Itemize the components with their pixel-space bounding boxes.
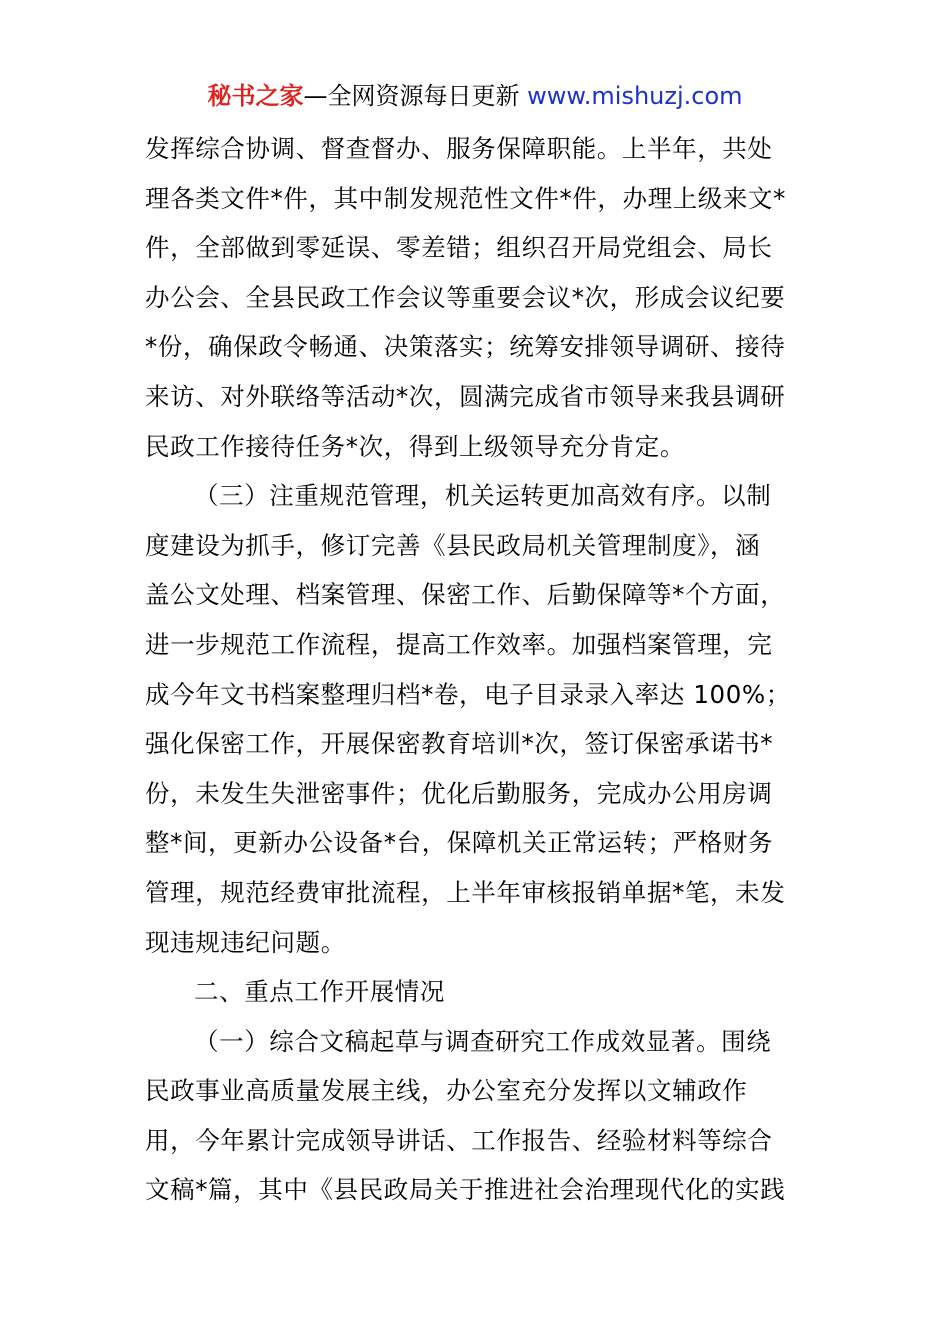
text-line: *份，确保政令畅通、决策落实；统筹安排领导调研、接待: [145, 332, 786, 362]
text-line: 盖公文处理、档案管理、保密工作、后勤保障等*个方面，: [145, 580, 786, 610]
text-line: 份，未发生失泄密事件；优化后勤服务，完成办公用房调: [145, 778, 773, 808]
text-line: 用，今年累计完成领导讲话、工作报告、经验材料等综合: [145, 1125, 773, 1155]
text-line: 现违规违纪问题。: [145, 927, 346, 957]
site-brand-name: 秘书之家: [207, 82, 304, 110]
site-url: www.mishuzj.com: [527, 82, 743, 110]
text-line: 理各类文件*件，其中制发规范性文件*件，办理上级来文*: [145, 183, 786, 213]
site-slogan: —全网资源每日更新: [303, 82, 520, 110]
text-line: 成今年文书档案整理归档*卷，电子目录录入率达 100%；: [145, 679, 791, 709]
text-line: 办公会、全县民政工作会议等重要会议*次，形成会议纪要: [145, 282, 786, 312]
text-line: 民政工作接待任务*次，得到上级领导充分肯定。: [145, 431, 685, 461]
text-line: 发挥综合协调、督查督办、服务保障职能。上半年，共处: [145, 134, 773, 163]
text-line: 管理，规范经费审批流程，上半年审核报销单据*笔，未发: [145, 877, 786, 907]
text-line: （一）综合文稿起草与调查研究工作成效显著。围绕: [194, 1026, 772, 1056]
text-line: 强化保密工作，开展保密教育培训*次，签订保密承诺书*: [145, 729, 774, 759]
text-line: 民政事业高质量发展主线，办公室充分发挥以文辅政作: [145, 1076, 748, 1106]
document-body: [145, 124, 807, 1215]
text-line: 件，全部做到零延误、零差错；组织召开局党组会、局长: [145, 233, 773, 263]
text-line: 文稿*篇，其中《县民政局关于推进社会治理现代化的实践: [145, 1175, 786, 1205]
text-line: （三）注重规范管理，机关运转更加高效有序。以制: [194, 481, 772, 511]
site-watermark-header: [0, 80, 950, 112]
text-line: 二、重点工作开展情况: [194, 977, 445, 1007]
text-line: 来访、对外联络等活动*次，圆满完成省市领导来我县调研: [145, 381, 786, 411]
text-line: 整*间，更新办公设备*台，保障机关正常运转；严格财务: [145, 828, 774, 858]
text-line: 进一步规范工作流程，提高工作效率。加强档案管理，完: [145, 629, 773, 659]
text-line: 度建设为抓手，修订完善《县民政局机关管理制度》，涵: [145, 530, 761, 560]
